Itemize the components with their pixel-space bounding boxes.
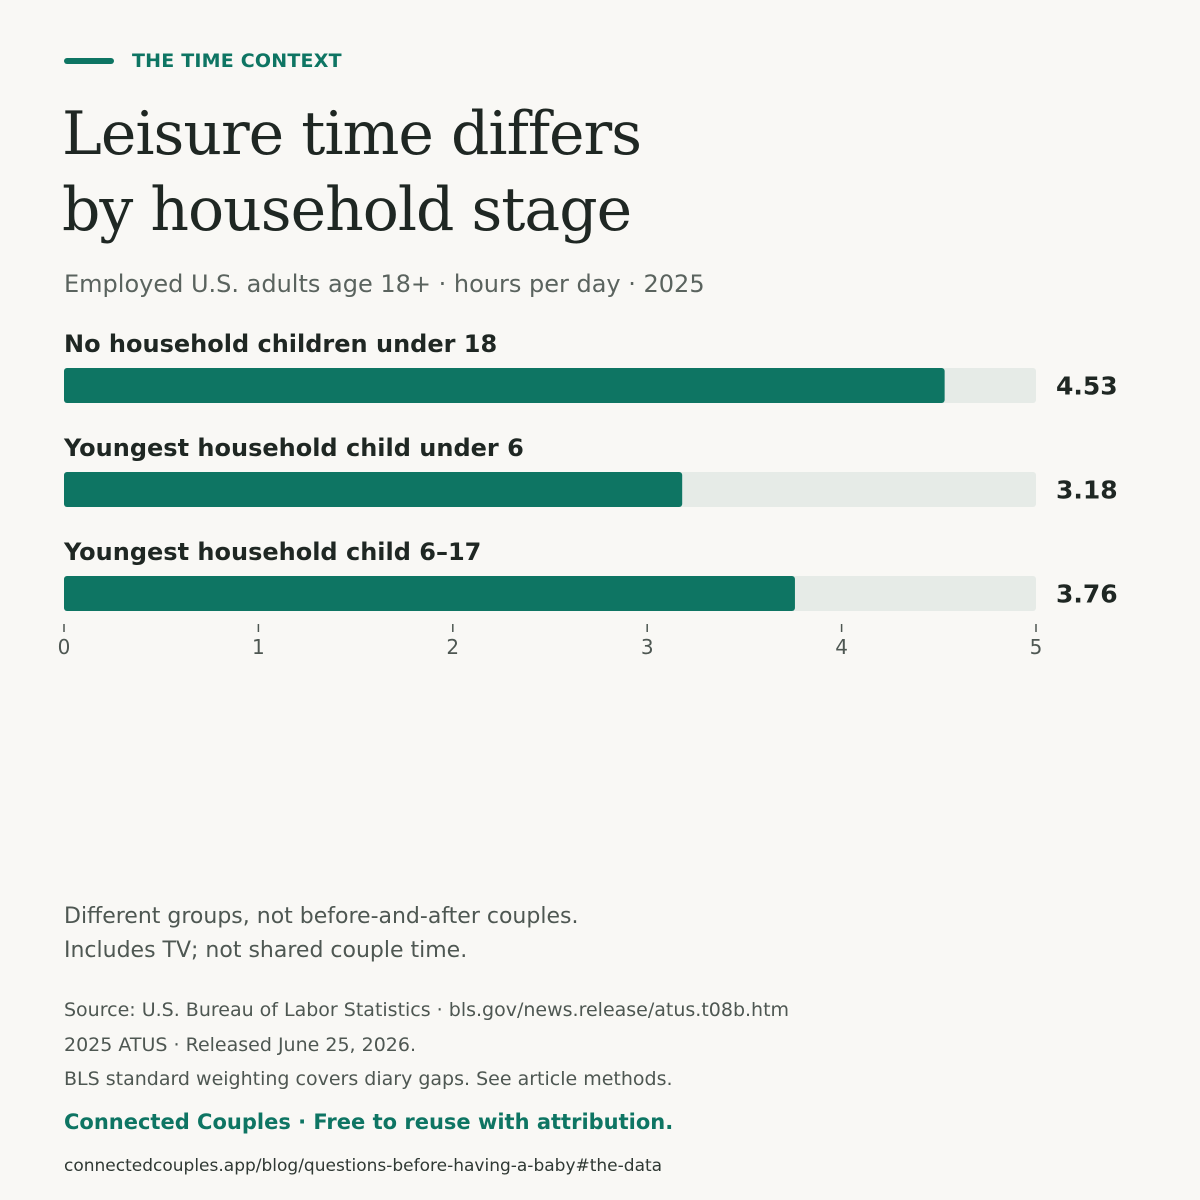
credit-line: Connected Couples · Free to reuse with attribution.: [64, 1110, 674, 1134]
x-tick-label: 4: [835, 635, 848, 659]
article-url: connectedcouples.app/blog/questions-before-having-a-baby#the-data: [64, 1156, 663, 1176]
x-tick-label: 1: [252, 635, 265, 659]
category-label: No household children under 18: [64, 330, 498, 358]
x-tick-label: 2: [446, 635, 460, 659]
bar: [64, 472, 682, 507]
eyebrow-label: THE TIME CONTEXT: [132, 50, 342, 72]
x-tick-label: 3: [640, 635, 654, 659]
category-label: Youngest household child under 6: [64, 434, 524, 462]
source-block: [64, 993, 789, 1097]
source-line: 2025 ATUS · Released June 25, 2026.: [64, 1033, 417, 1056]
x-tick-label: 0: [57, 635, 71, 659]
source-line: Source: U.S. Bureau of Labor Statistics · bls.gov/news.release/atus.t08b.htm: [64, 999, 790, 1021]
note-line: Includes TV; not shared couple time.: [64, 938, 468, 963]
x-tick-label: 5: [1029, 635, 1043, 659]
value-label: 3.76: [1056, 579, 1118, 609]
value-label: 4.53: [1056, 371, 1118, 401]
category-label: Youngest household child 6–17: [64, 538, 482, 566]
title-line-1: Leisure time differs: [62, 99, 642, 169]
bar: [64, 576, 795, 611]
notes: [64, 900, 578, 968]
note-line: Different groups, not before-and-after couples.: [64, 904, 579, 929]
value-label: 3.18: [1056, 475, 1118, 505]
title-line-2: by household stage: [62, 175, 632, 245]
bar: [64, 368, 945, 403]
source-line: BLS standard weighting covers diary gaps. See article methods.: [64, 1068, 673, 1090]
chart-subtitle: Employed U.S. adults age 18+ · hours per day · 2025: [64, 270, 705, 298]
